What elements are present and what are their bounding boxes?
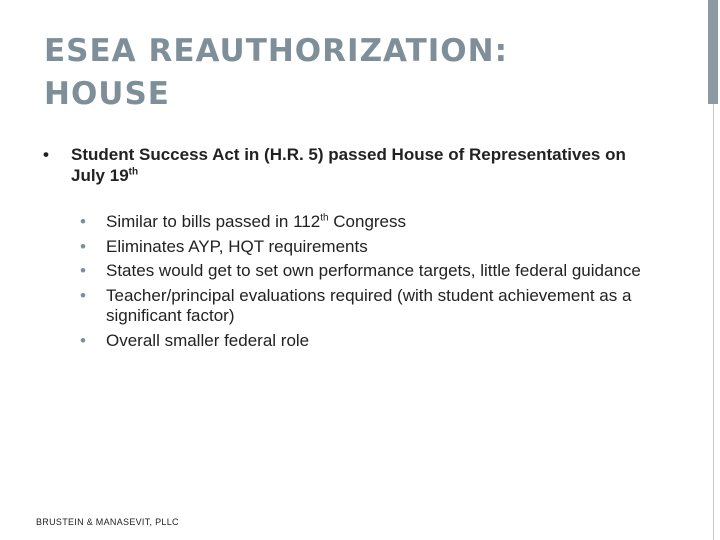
sub-bullet-eliminates-ayp bbox=[40, 237, 660, 258]
sub-bullet-evaluations bbox=[40, 286, 660, 327]
sub-bullet-marker: • bbox=[80, 212, 86, 231]
sub-bullet-list bbox=[40, 212, 660, 351]
slide-footer: BRUSTEIN & MANASEVIT, PLLC bbox=[36, 517, 179, 527]
sub-bullet-text-after: Congress bbox=[328, 212, 407, 231]
sub-bullet-federal-role bbox=[40, 331, 660, 352]
bullet-marker: • bbox=[43, 145, 49, 164]
title-line-1: ESEA REAUTHORIZATION: bbox=[44, 33, 509, 69]
slide-content bbox=[40, 144, 660, 355]
sub-bullet-text: Similar to bills passed in 112 bbox=[106, 212, 321, 231]
title-line-2: HOUSE bbox=[44, 76, 170, 112]
main-bullet-sup: th bbox=[128, 166, 139, 178]
sub-bullet-marker: • bbox=[80, 261, 86, 280]
slide-title bbox=[44, 30, 644, 116]
sub-bullet-marker: • bbox=[80, 330, 86, 350]
sub-bullet-performance-targets bbox=[40, 261, 660, 282]
sub-bullet-similar-bills bbox=[40, 212, 660, 233]
sub-bullet-text: Teacher/principal evaluations required (with student achievement as a significant factor) bbox=[106, 285, 632, 325]
accent-line bbox=[713, 104, 714, 540]
main-bullet-text: Student Success Act in (H.R. 5) passed House of Representatives on July 19 bbox=[71, 145, 626, 185]
sub-bullet-text: Eliminates AYP, HQT requirements bbox=[106, 236, 368, 256]
sub-bullet-text: Overall smaller federal role bbox=[106, 330, 310, 350]
sub-bullet-marker: • bbox=[80, 285, 86, 305]
sub-bullet-text: States would get to set own performance targets, little federal guidance bbox=[106, 261, 641, 280]
main-bullet bbox=[40, 144, 660, 186]
accent-bar bbox=[708, 0, 718, 104]
sub-bullet-marker: • bbox=[80, 236, 86, 256]
sub-bullet-sup: th bbox=[320, 212, 329, 224]
